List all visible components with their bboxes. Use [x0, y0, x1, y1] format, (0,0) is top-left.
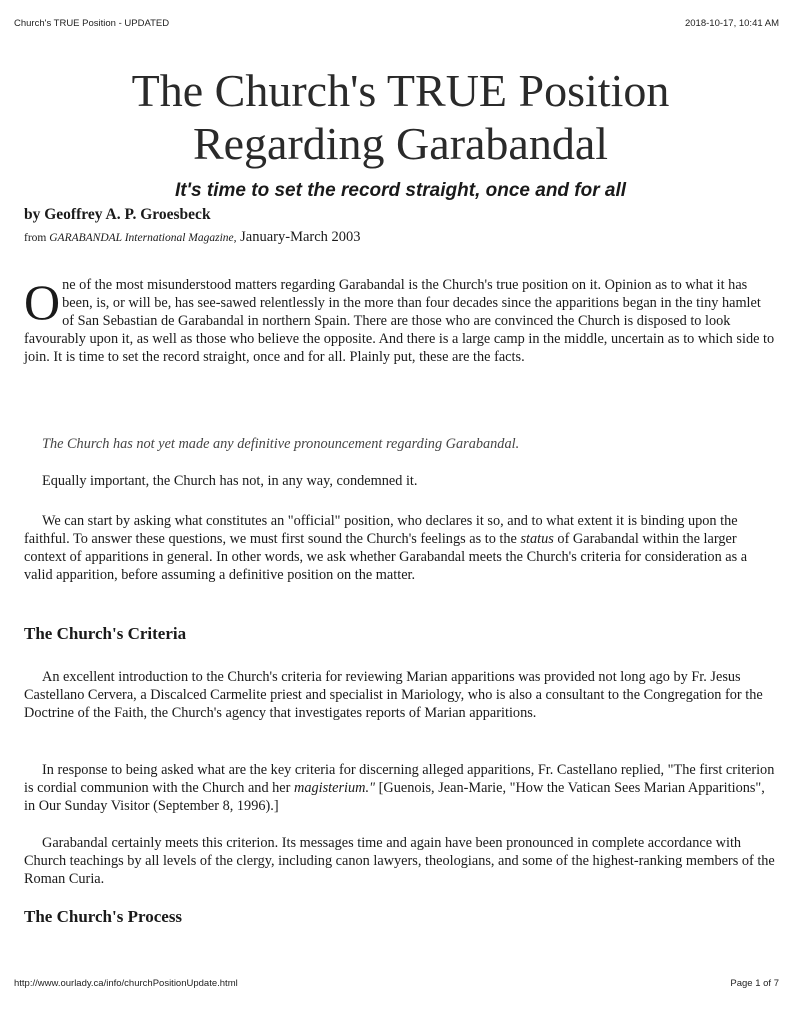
heading-churchs-process: The Church's Process [24, 907, 183, 926]
paragraph-meets-criterion: Garabandal certainly meets this criterion. Its messages time and again have been pronounced in complete accordance with Church teachings by all levels of the clergy, including canon lawyers, theologians, and some of the highest-ranking members of the Roman Curia. [24, 835, 775, 887]
article-source [24, 229, 361, 246]
page-number: Page 1 of 7 [730, 978, 779, 989]
article-title-line2: Regarding Garabandal [192, 118, 609, 169]
source-magazine: GARABANDAL International Magazine, [49, 232, 237, 244]
para3-text-b: of Garabandal within the larger context of apparitions in general. In other words, we ask whether Garabandal meets the Church's criteria for consideration as a valid apparition, before assuming a definitive position on the matter. [24, 531, 748, 583]
print-header-title: Church's TRUE Position - UPDATED [14, 18, 170, 29]
print-header [14, 18, 779, 29]
para3-text-a: We can start by asking what constitutes an "official" position, who declares it so, and to what extent it is binding upon the faithful. To answer these questions, we must first sound the Church's feelings as to the [24, 513, 738, 547]
article-title-line1: The Church's TRUE Position [131, 65, 670, 116]
italic-statement: The Church has not yet made any definitive pronouncement regarding Garabandal. [42, 436, 520, 452]
source-date: January-March 2003 [236, 229, 361, 245]
intro-text: ne of the most misunderstood matters regarding Garabandal is the Church's true position on it. Opinion as to what it has been, is, or will be, has see-sawed relentlessly in the more than four decades since the apparitions began in the tiny hamlet of San Sebastian de Garabandal in northern Spain. There are those who are convinced the Church is disposed to look favourably upon it, as well as those who believe the opposite. And there is a large camp in the middle, uncertain as to which side to join. It is time to set the record straight, once and for all. Plainly put, these are the facts. [24, 277, 775, 365]
article-title [0, 64, 801, 170]
paragraph-not-condemned: Equally important, the Church has not, in any way, condemned it. [42, 473, 418, 489]
paragraph-castellano-quote [24, 761, 776, 815]
source-prefix: from [24, 232, 50, 244]
drop-cap: O [24, 274, 61, 330]
print-header-timestamp: 2018-10-17, 10:41 AM [684, 18, 779, 29]
para5-emphasis: magisterium." [294, 780, 376, 796]
heading-churchs-criteria: The Church's Criteria [24, 624, 187, 643]
print-footer [14, 978, 779, 989]
paragraph-official-position [24, 512, 776, 584]
page-url[interactable]: http://www.ourlady.ca/info/churchPositionUpdate.html [14, 978, 238, 989]
para3-emphasis: status [520, 531, 554, 547]
para5-text-a: In response to being asked what are the key criteria for discerning alleged apparitions, Fr. Castellano replied, "The first criterion is cordial communion with the Church and her [24, 762, 775, 796]
intro-paragraph [24, 276, 776, 366]
paragraph-introduction-criteria: An excellent introduction to the Church's criteria for reviewing Marian apparitions was provided not long ago by Fr. Jesus Castellano Cervera, a Discalced Carmelite priest and specialist in Mariology, who is also a consultant to the Congregation for the Doctrine of the Faith, the Church's agency that investigates reports of Marian apparitions. [24, 669, 763, 721]
article-subtitle: It's time to set the record straight, once and for all [174, 180, 627, 201]
article-byline: by Geoffrey A. P. Groesbeck [24, 206, 211, 223]
para5-text-b: [Guenois, Jean-Marie, "How the Vatican Sees Marian Apparitions", in Our Sunday Visitor (September 8, 1996).] [24, 780, 765, 814]
